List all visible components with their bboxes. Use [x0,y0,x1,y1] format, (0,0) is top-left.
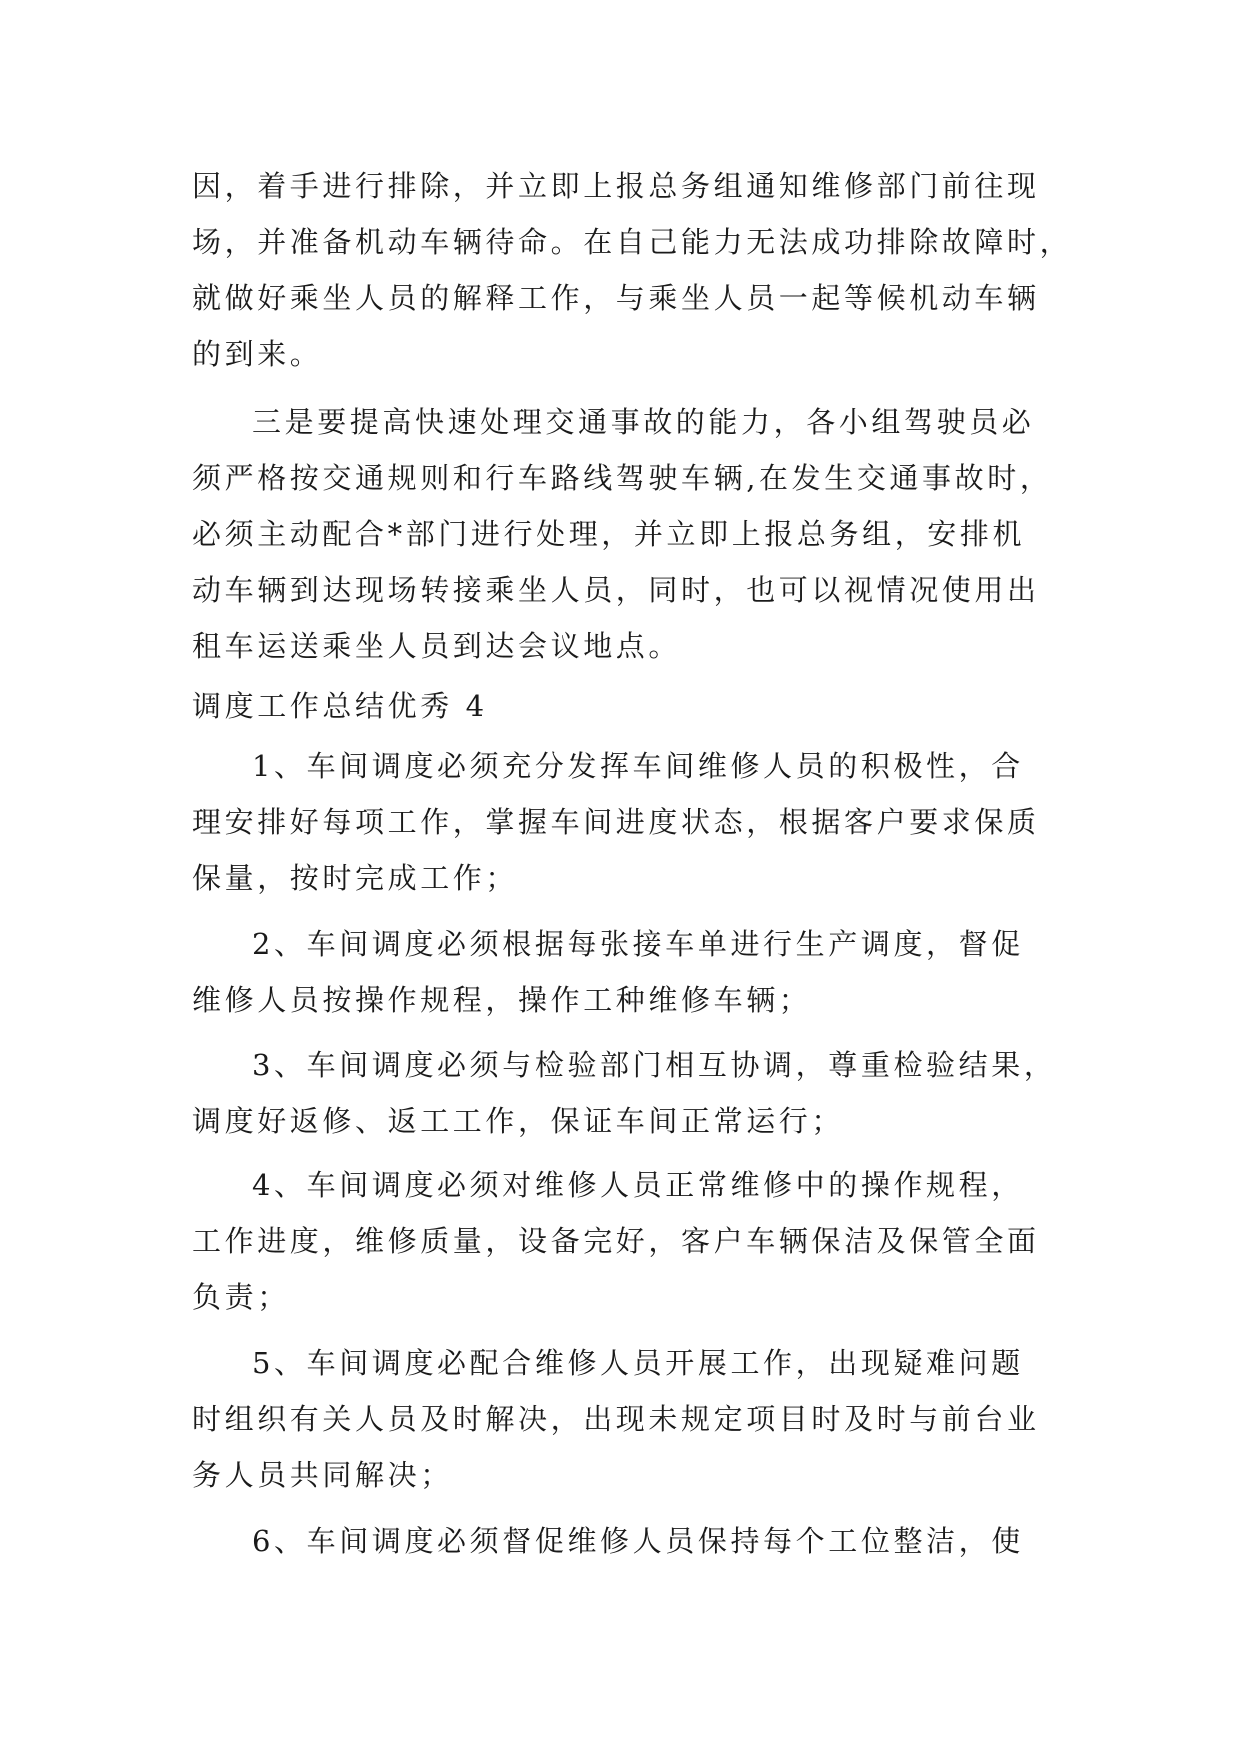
text-line: 因，着手进行排除，并立即上报总务组通知维修部门前往现 [192,169,1040,203]
text-line: 维修人员按操作规程，操作工种维修车辆； [192,983,812,1017]
text-line: 场，并准备机动车辆待命。在自己能力无法成功排除故障时， [192,225,1073,259]
text-line: 的到来。 [192,337,323,371]
text-line: 租车运送乘坐人员到达会议地点。 [192,629,682,663]
text-line: 须严格按交通规则和行车路线驾驶车辆,在发生交通事故时， [192,461,1053,495]
text-line: 调度好返修、返工工作，保证车间正常运行； [192,1104,845,1138]
text-line: 就做好乘坐人员的解释工作，与乘坐人员一起等候机动车辆 [192,281,1040,315]
section-heading: 调度工作总结优秀 4 [192,689,488,723]
list-item-5-first-line: 5、车间调度必配合维修人员开展工作，出现疑难问题 [252,1346,1024,1380]
text-line: 务人员共同解决； [192,1458,453,1492]
list-item-6-first-line: 6、车间调度必须督促维修人员保持每个工位整洁，使 [252,1524,1024,1558]
text-line: 必须主动配合*部门进行处理，并立即上报总务组，安排机 [192,517,1026,551]
list-item-1-first-line: 1、车间调度必须充分发挥车间维修人员的积极性，合 [252,749,1024,783]
text-line: 动车辆到达现场转接乘坐人员，同时，也可以视情况使用出 [192,573,1040,607]
text-line: 理安排好每项工作，掌握车间进度状态，根据客户要求保质 [192,805,1040,839]
list-item-3-first-line: 3、车间调度必须与检验部门相互协调，尊重检验结果， [252,1048,1057,1082]
list-item-4-first-line: 4、车间调度必须对维修人员正常维修中的操作规程， [252,1168,1024,1202]
text-line: 时组织有关人员及时解决，出现未规定项目时及时与前台业 [192,1402,1040,1436]
text-line: 负责； [192,1280,290,1314]
text-line: 工作进度，维修质量，设备完好，客户车辆保洁及保管全面 [192,1224,1040,1258]
list-item-2-first-line: 2、车间调度必须根据每张接车单进行生产调度，督促 [252,927,1024,961]
text-line: 保量，按时完成工作； [192,861,519,895]
paragraph-first-line: 三是要提高快速处理交通事故的能力，各小组驾驶员必 [252,405,1035,439]
